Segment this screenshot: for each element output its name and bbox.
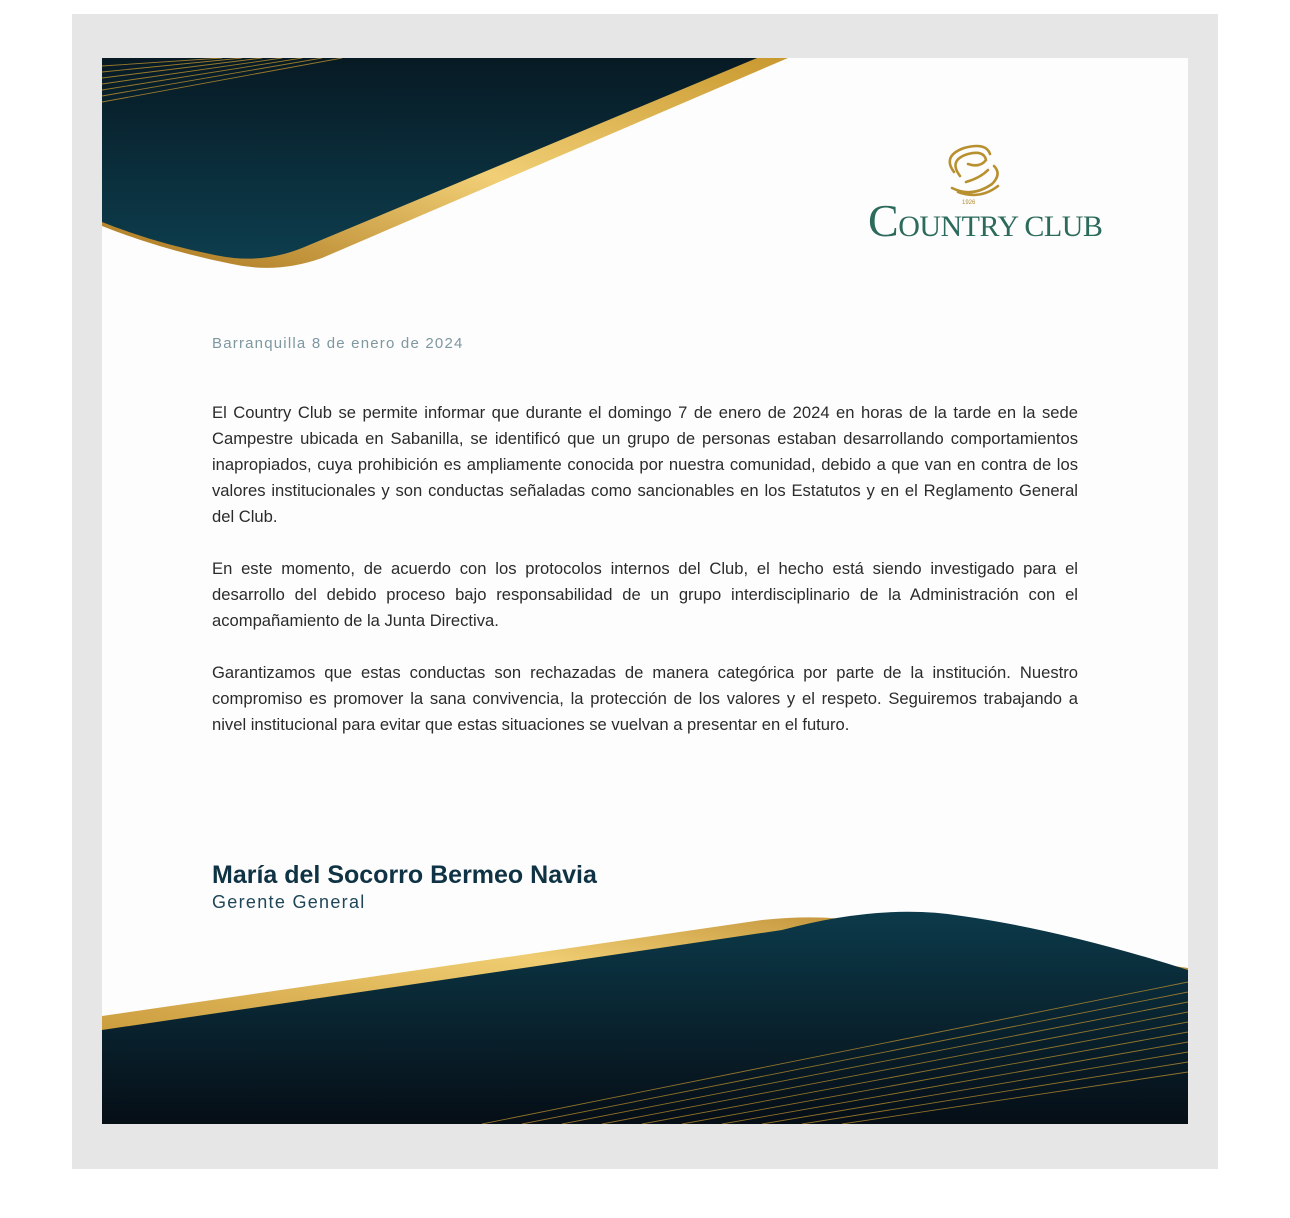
letter-page [102, 58, 1188, 1124]
paragraph: En este momento, de acuerdo con los protocolos internos del Club, el hecho está siendo investigado para el desarrollo del debido proceso bajo responsabilidad de un grupo interdisciplinario de la Administración con el acompañamiento de la Junta Directiva. [212, 559, 1078, 630]
paragraph: Garantizamos que estas conductas son rechazadas de manera categórica por parte de la institución. Nuestro compromiso es promover la sana convivencia, la protección de los valores y el respeto. Seguiremos trabajando a nivel institucional para evitar que estas situaciones se vuelvan a presentar en el futuro. [212, 663, 1078, 734]
paragraph: El Country Club se permite informar que durante el domingo 7 de enero de 2024 en horas de la tarde en la sede Campestre ubicada en Sabanilla, se identificó que un grupo de personas estaban desarrollando comportamientos inapropiados, cuya prohibición es ampliamente conocida por nuestra comunidad, debido a que van en contra de los valores institucionales y son conductas señaladas como sancionables en los Estatutos y en el Reglamento General del Club. [212, 403, 1078, 526]
logo-name: OUNTRY CLUB [898, 210, 1103, 243]
letter-date: Barranquilla 8 de enero de 2024 [212, 335, 464, 352]
footer-decoration [102, 58, 1188, 1124]
signatory-title: Gerente General [212, 892, 366, 912]
logo-initial: C [868, 195, 899, 246]
logo-year: 1926 [962, 200, 976, 206]
signatory-name: María del Socorro Bermeo Navia [212, 861, 597, 889]
